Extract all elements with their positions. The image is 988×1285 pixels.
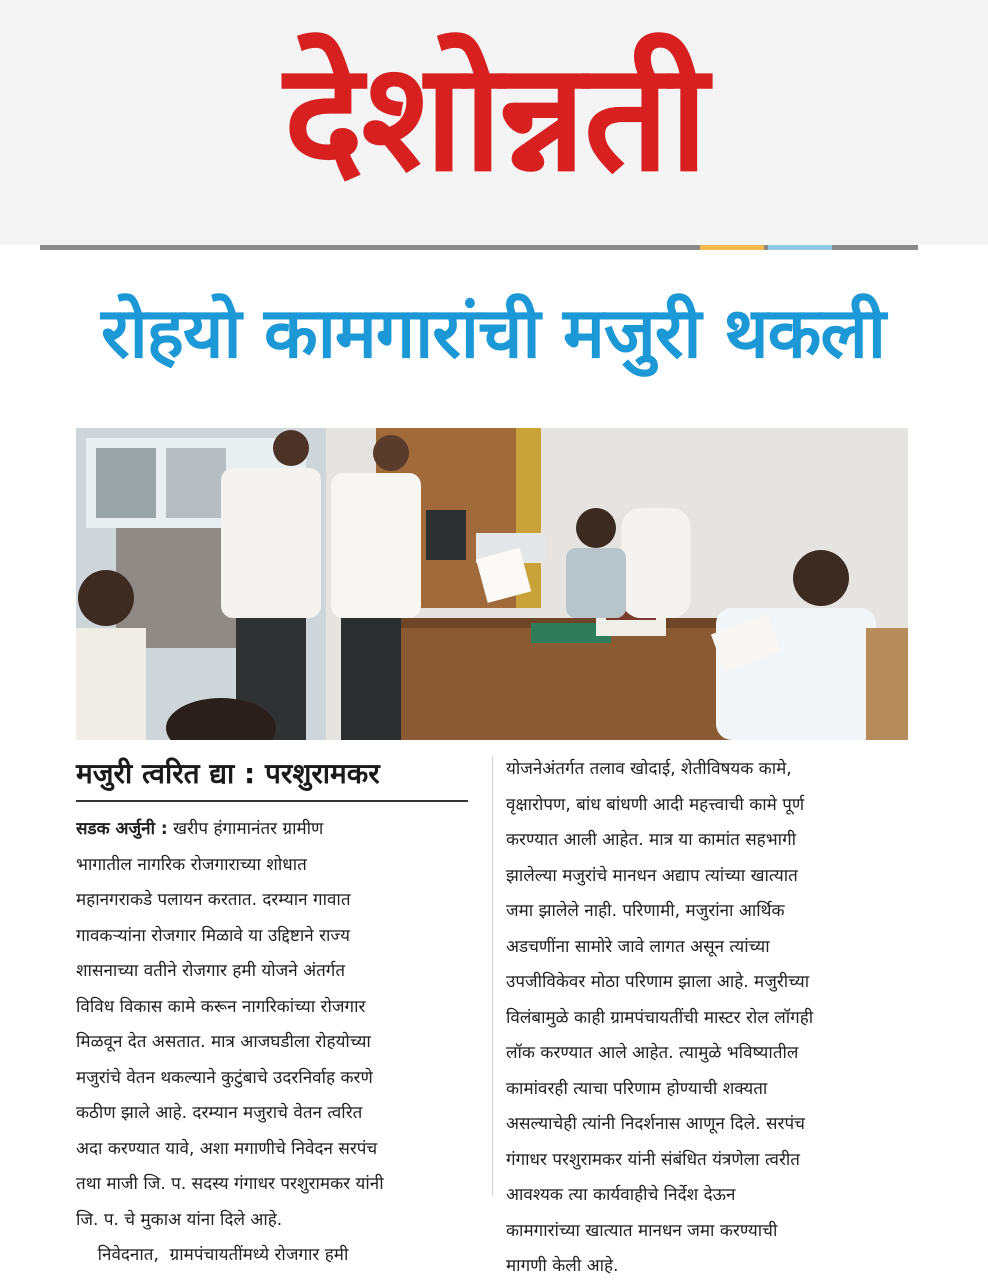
divider-accent-blue xyxy=(768,245,832,250)
article-line: कामगारांच्या खात्यात मानधन जमा करण्याची xyxy=(506,1220,778,1241)
article-line: विविध विकास कामे करून नागरिकांच्या रोजगार xyxy=(76,996,366,1017)
column-divider xyxy=(492,756,493,1196)
article-column-left xyxy=(76,812,476,1274)
article-line: उपजीविकेवर मोठा परिणाम झाला आहे. मजुरीच्या xyxy=(506,972,810,992)
article-line-text: खरीप हंगामानंतर ग्रामीण xyxy=(173,819,324,839)
article-dateline: सडक अर्जुनी : xyxy=(76,819,168,839)
news-photo-illustration xyxy=(76,428,908,740)
article-headline: रोहयो कामगारांची मजुरी थकली xyxy=(100,292,886,374)
divider-accent-orange xyxy=(700,245,764,250)
article-line: गावकऱ्यांना रोजगार मिळावे या उद्दिष्टाने राज्य xyxy=(76,925,351,946)
article-line: निवेदनात, ग्रामपंचायतींमध्ये रोजगार हमी xyxy=(76,1245,349,1265)
article-subheadline: मजुरी त्वरित द्या : परशुरामकर xyxy=(76,757,380,790)
subheadline-underline xyxy=(76,800,468,802)
article-line: महानगराकडे पलायन करतात. दरम्यान गावात xyxy=(76,890,351,910)
article-line: गंगाधर परशुरामकर यांनी संबंधित यंत्रणेला त्वरीत xyxy=(506,1149,800,1170)
news-photo xyxy=(76,428,908,740)
article-line: आवश्यक त्या कार्यवाहीचे निर्देश देऊन xyxy=(506,1185,736,1205)
article-line: तथा माजी जि. प. सदस्य गंगाधर परशुरामकर यांनी xyxy=(76,1174,384,1194)
article-line: लॉक करण्यात आले आहेत. त्यामुळे भविष्यातील xyxy=(506,1043,799,1063)
article-line: भागातील नागरिक रोजगाराच्या शोधात xyxy=(76,854,307,875)
article-line: वृक्षारोपण, बांध बांधणी आदी महत्त्वाची कामे पूर्ण xyxy=(506,794,805,815)
newspaper-logo: देशोन्नती xyxy=(283,31,707,205)
article-line: मजुरांचे वेतन थकल्याने कुटुंबाचे उदरनिर्वाह करणे xyxy=(76,1067,373,1088)
article-line: विलंबामुळे काही ग्रामपंचायतींची मास्टर रोल लॉगही xyxy=(506,1007,814,1028)
article-line: झालेल्या मजुरांचे मानधन अद्याप त्यांच्या खात्यात xyxy=(506,865,798,886)
article-line: कठीण झाले आहे. दरम्यान मजुराचे वेतन त्वरित xyxy=(76,1103,363,1123)
article-line: योजनेअंतर्गत तलाव खोदाई, शेतीविषयक कामे, xyxy=(506,759,792,779)
article-line: शासनाच्या वतीने रोजगार हमी योजने अंतर्गत xyxy=(76,961,346,981)
article-line: मागणी केली आहे. xyxy=(506,1256,619,1276)
article-line: असल्याचेही त्यांनी निदर्शनास आणून दिले. सरपंच xyxy=(506,1114,805,1134)
article-line: जमा झालेले नाही. परिणामी, मजुरांना आर्थिक xyxy=(506,901,785,921)
article-line xyxy=(76,812,476,848)
article-line: जि. प. चे मुकाअ यांना दिले आहे. xyxy=(76,1209,283,1230)
article-line: मिळवून देत असतात. मात्र आजघडीला रोहयोच्या xyxy=(76,1032,371,1052)
masthead-area xyxy=(0,0,988,245)
article-line: अदा करण्यात यावे, अशा मगाणीचे निवेदन सरपंच xyxy=(76,1138,378,1159)
article-line: अडचणींना सामोरे जावे लागत असून त्यांच्या xyxy=(506,936,770,957)
article-line: कामांवरही त्याचा परिणाम होण्याची शक्यता xyxy=(506,1078,768,1099)
article-line: करण्यात आली आहेत. मात्र या कामांत सहभागी xyxy=(506,830,797,850)
article-column-right xyxy=(506,752,906,1285)
